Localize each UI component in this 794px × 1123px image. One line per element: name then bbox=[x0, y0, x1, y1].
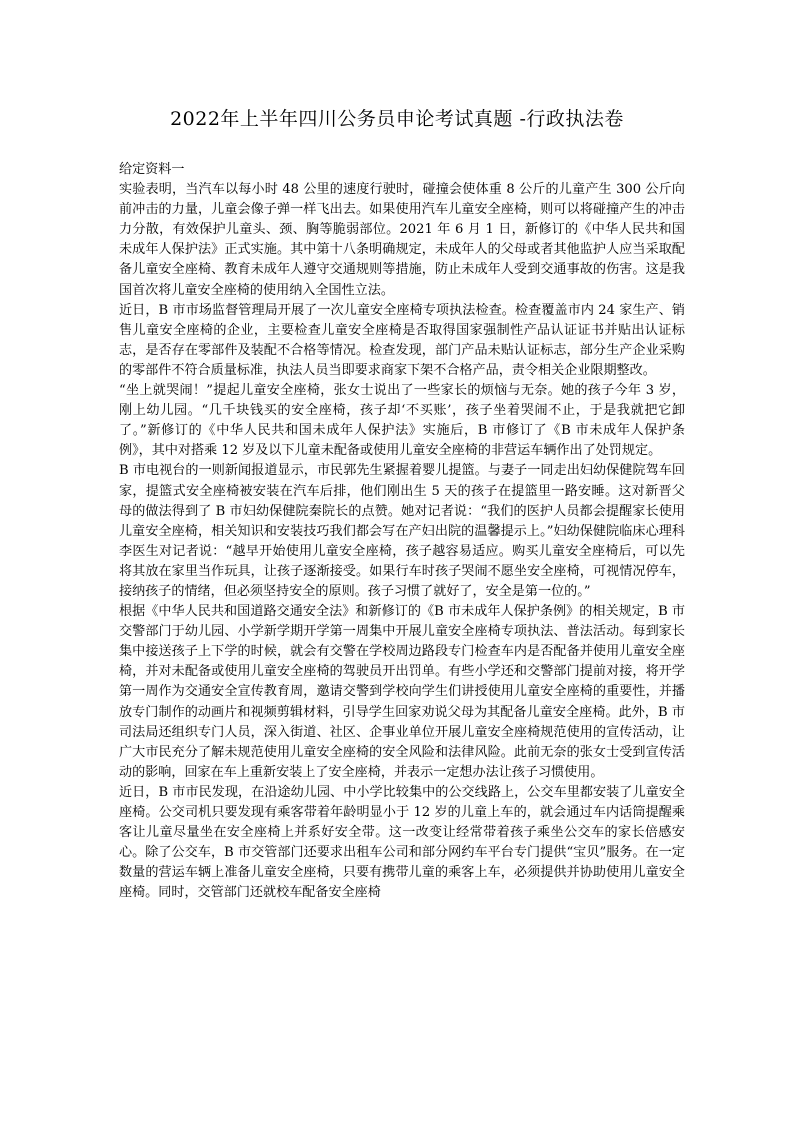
paragraph: B 市电视台的一则新闻报道显示，市民郭先生紧握着婴儿提篮。与妻子一同走出妇幼保健院驾车回家，提篮式安全座椅被安装在汽车后排，他们刚出生 5 天的孩子在提篮里一路安睡。这对新晋父母的做法得到了 B 市妇幼保健院秦院长的点赞。她对记者说：“我们的医护人员都会提醒家长使用儿童安全座椅，相关知识和安装技巧我们都会写在产妇出院的温馨提示上。”妇幼保健院临床心理科李医生对记者说：“越早开始使用儿童安全座椅，孩子越容易适应。购买儿童安全座椅后，可以先将其放在家里当作玩具，让孩子逐渐接受。如果行车时孩子哭闹不愿坐安全座椅，可视情况停车，接纳孩子的情绪，但必须坚持安全的原则。孩子习惯了就好了，安全是第一位的。” bbox=[119, 463, 685, 599]
paragraph: 近日，B 市市场监督管理局开展了一次儿童安全座椅专项执法检查。检查覆盖市内 24 家生产、销售儿童安全座椅的企业，主要检查儿童安全座椅是否取得国家强制性产品认证证书并贴出认证标志，是否存在零部件及装配不合格等情况。检查发现，部门产品未贴认证标志，部分生产企业采购的零部件不符合质量标准，执法人员当即要求商家下架不合格产品，责令相关企业限期整改。 bbox=[119, 302, 685, 378]
paragraph: 近日，B 市市民发现，在沿途幼儿园、中小学比较集中的公交线路上，公交车里都安装了儿童安全座椅。公交司机只要发现有乘客带着年龄明显小于 12 岁的儿童上车的，就会通过车内话筒提醒乘客让儿童尽量坐在安全座椅上并系好安全带。这一改变让经常带着孩子乘坐公交车的家长倍感安心。除了公交车，B 市交管部门还要求出租车公司和部分网约车平台专门提供“宝贝”服务。在一定数量的营运车辆上准备儿童安全座椅，只要有携带儿童的乘客上车，必须提供并协助使用儿童安全座椅。同时，交管部门还就校车配备安全座椅 bbox=[119, 784, 685, 901]
document-body bbox=[119, 160, 685, 903]
paragraph: 实验表明，当汽车以每小时 48 公里的速度行驶时，碰撞会使体重 8 公斤的儿童产生 300 公斤向前冲击的力量，儿童会像子弹一样飞出去。如果使用汽车儿童安全座椅，则可以将碰撞产生的冲击力分散，有效保护儿童头、颈、胸等脆弱部位。2021 年 6 月 1 日，新修订的《中华人民共和国未成年人保护法》正式实施。其中第十八条明确规定，未成年人的父母或者其他监护人应当采取配备儿童安全座椅、教育未成年人遵守交通规则等措施，防止未成年人受到交通事故的伤害。这是我国首次将儿童安全座椅的使用纳入全国性立法。 bbox=[119, 182, 685, 298]
section-label: 给定资料一 bbox=[119, 162, 185, 177]
document-title: 2022年上半年四川公务员申论考试真题 -行政执法卷 bbox=[170, 108, 624, 130]
paragraph: “坐上就哭闹！”提起儿童安全座椅，张女士说出了一些家长的烦恼与无奈。她的孩子今年 3 岁，刚上幼儿园。“几千块钱买的安全座椅，孩子却‘不买账’，孩子坐着哭闹不止，于是我就把它卸了。”新修订的《中华人民共和国未成年人保护法》实施后，B 市修订了《B 市未成年人保护条例》，其中对搭乘 12 岁及以下儿童未配备或使用儿童安全座椅的非营运车辆作出了处罚规定。 bbox=[119, 383, 685, 459]
paragraph: 根据《中华人民共和国道路交通安全法》和新修订的《B 市未成年人保护条例》的相关规定，B 市交警部门于幼儿园、小学新学期开学第一周集中开展儿童安全座椅专项执法、普法活动。每到家长集中接送孩子上下学的时候，就会有交警在学校周边路段专门检查车内是否配备并使用儿童安全座椅，并对未配备或使用儿童安全座椅的驾驶员开出罚单。有些小学还和交警部门提前对接，将开学第一周作为交通安全宣传教育周，邀请交警到学校向学生们讲授使用儿童安全座椅的重要性，并播放专门制作的动画片和视频剪辑材料，引导学生回家劝说父母为其配备儿童安全座椅。此外，B 市司法局还组织专门人员，深入街道、社区、企事业单位开展儿童安全座椅规范使用的宣传活动，让广大市民充分了解未规范使用儿童安全座椅的安全风险和法律风险。此前无奈的张女士受到宣传活动的影响，回家在车上重新安装上了安全座椅，并表示一定想办法让孩子习惯使用。 bbox=[119, 604, 685, 780]
